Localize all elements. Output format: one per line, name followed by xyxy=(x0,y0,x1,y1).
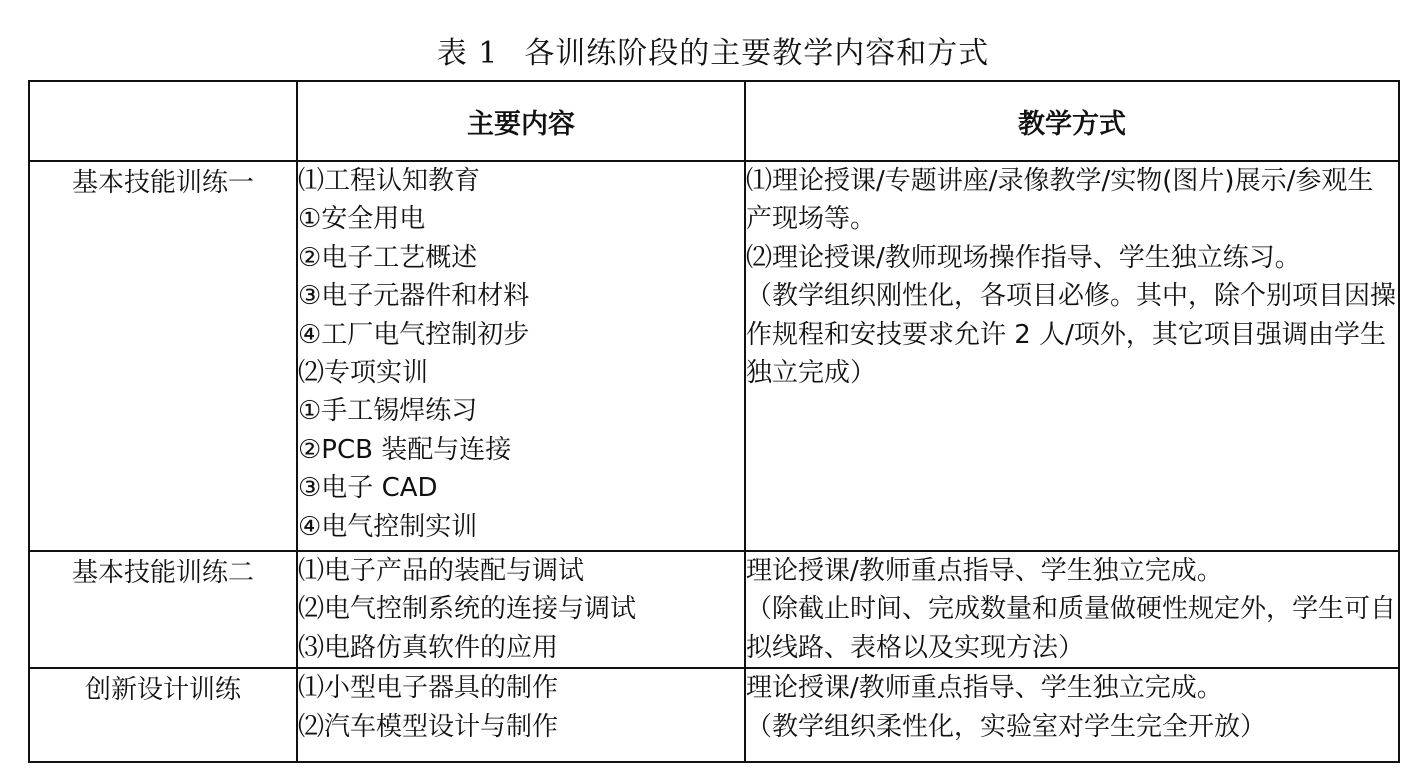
stage-cell: 基本技能训练二 xyxy=(29,551,297,668)
content-line: ⑴工程认知教育 xyxy=(298,166,481,196)
content-line: ⑴电子产品的装配与调试 xyxy=(298,556,585,586)
content-line: ②PCB 装配与连接 xyxy=(298,434,512,465)
stage-cell: 创新设计训练 xyxy=(29,668,297,762)
table-title: 各训练阶段的主要教学内容和方式 xyxy=(524,36,990,71)
content-line: ⑵汽车模型设计与制作 xyxy=(298,711,559,742)
method-paragraph: ⑵理论授课/教师现场操作指导、学生独立练习。 xyxy=(746,242,1301,273)
content-line: ④工厂电气控制初步 xyxy=(298,319,530,350)
content-line: ⑶电路仿真软件的应用 xyxy=(298,632,559,663)
method-paragraph: （教学组织刚性化，各项目必修。其中，除个别项目因操作规程和安技要求允许 2 人/项外，其它项目强调由学生独立完成） xyxy=(746,281,1397,389)
method-paragraph: 理论授课/教师重点指导、学生独立完成。 xyxy=(746,673,1223,704)
header-content: 主要内容 xyxy=(297,81,745,161)
table-row xyxy=(29,551,1399,668)
content-line: ⑵电气控制系统的连接与调试 xyxy=(298,594,637,625)
method-cell xyxy=(745,551,1399,668)
table-caption xyxy=(0,28,1426,72)
content-line: ①安全用电 xyxy=(298,204,426,235)
header-row xyxy=(29,81,1399,161)
table-row xyxy=(29,668,1399,762)
method-paragraph: ⑴理论授课/专题讲座/录像教学/实物(图片)展示/参观生产现场等。 xyxy=(746,166,1374,235)
method-paragraph: 理论授课/教师重点指导、学生独立完成。 xyxy=(746,556,1223,586)
content-line: ⑵专项实训 xyxy=(298,358,429,389)
content-line: ②电子工艺概述 xyxy=(298,242,478,273)
content-line: ③电子元器件和材料 xyxy=(298,281,530,312)
content-cell xyxy=(297,161,745,551)
stage-cell: 基本技能训练一 xyxy=(29,161,297,551)
table-row xyxy=(29,161,1399,551)
content-line: ④电气控制实训 xyxy=(298,511,478,542)
teaching-table xyxy=(28,80,1400,763)
method-cell xyxy=(745,161,1399,551)
method-paragraph: （除截止时间、完成数量和质量做硬性规定外，学生可自拟线路、表格以及实现方法） xyxy=(746,594,1397,663)
method-paragraph: （教学组织柔性化，实验室对学生完全开放） xyxy=(746,711,1267,742)
table-number: 表 1 xyxy=(436,36,499,71)
content-line: ⑴小型电子器具的制作 xyxy=(298,673,559,704)
content-line: ③电子 CAD xyxy=(298,473,438,504)
header-method: 教学方式 xyxy=(745,81,1399,161)
content-line: ①手工锡焊练习 xyxy=(298,396,478,427)
method-cell xyxy=(745,668,1399,762)
content-cell xyxy=(297,668,745,762)
content-cell xyxy=(297,551,745,668)
header-stage xyxy=(29,81,297,161)
